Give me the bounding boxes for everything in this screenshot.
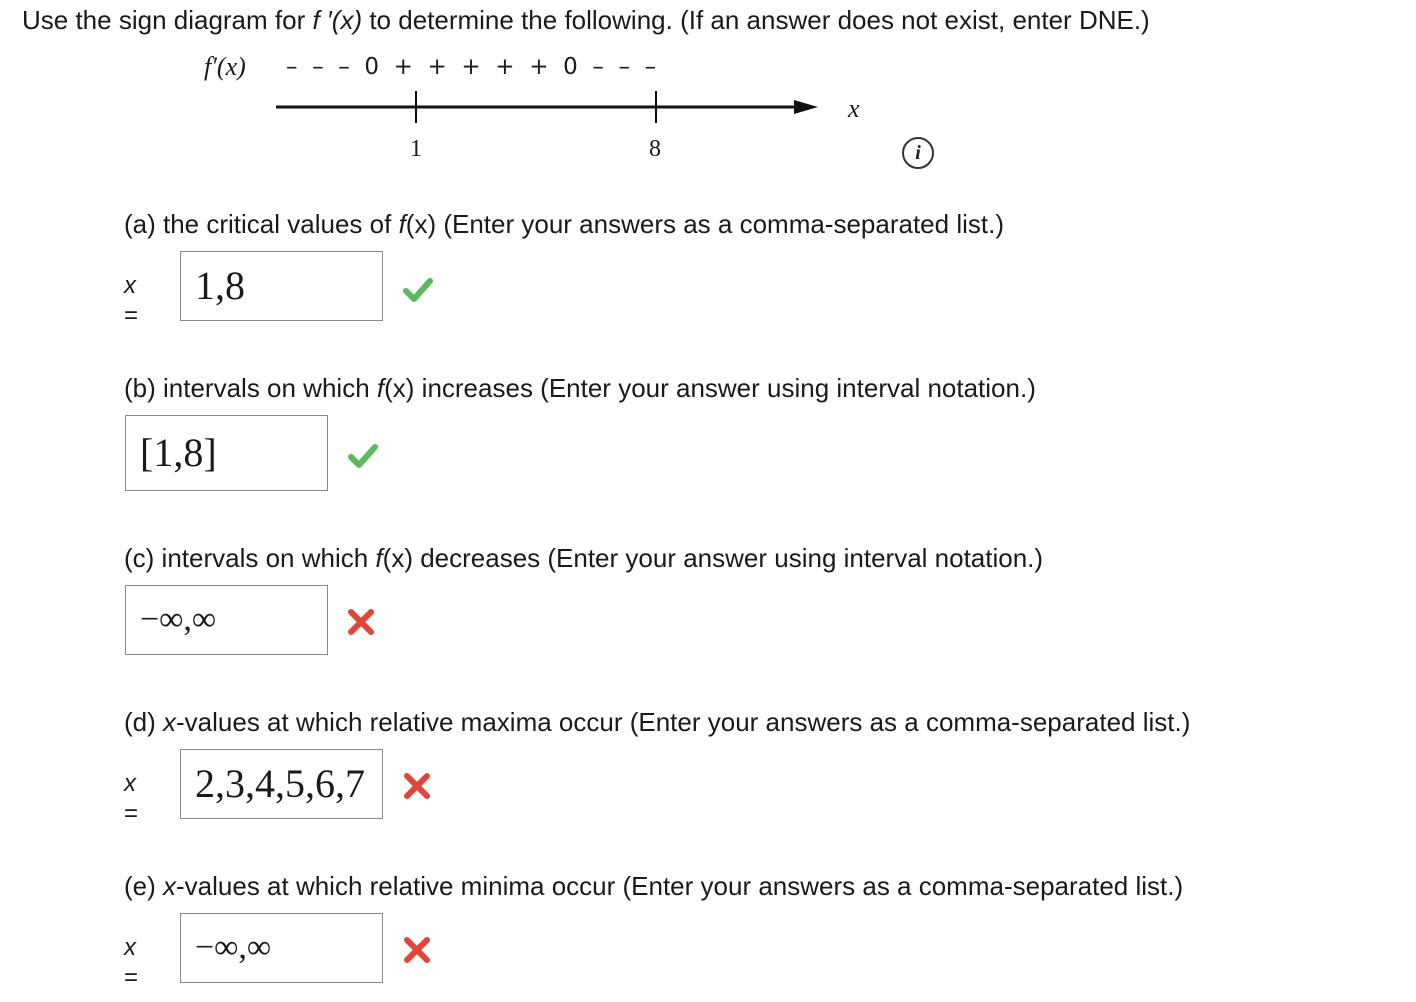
question-c: (c) intervals on which f(x) decreases (Enter your answer using interval notation.) — [124, 543, 1044, 573]
question-d: (d) x-values at which relative maxima occur (Enter your answers as a comma-separated list.) — [124, 707, 1191, 737]
check-icon — [348, 441, 378, 471]
equals-label-d: x = — [124, 770, 139, 827]
equals-label-e: x = — [124, 934, 139, 991]
cross-icon — [402, 771, 432, 801]
instruction-prefix: Use the sign diagram for — [22, 5, 313, 35]
axis-variable: x — [848, 94, 860, 123]
cross-icon — [346, 607, 376, 637]
answer-input-a[interactable]: 1,8 — [180, 251, 383, 321]
instruction-func: f ′(x) — [312, 5, 363, 35]
equals-label-a: x = — [124, 272, 139, 329]
tick-label-1: 1 — [410, 136, 422, 162]
sign-sequence: – – – 0 + + + + + 0 – – – — [286, 54, 657, 80]
sign-diagram — [190, 46, 921, 186]
info-icon[interactable]: i — [902, 137, 934, 169]
instruction-suffix: to determine the following. (If an answer does not exist, enter DNE.) — [362, 5, 1150, 35]
answer-input-d[interactable]: 2,3,4,5,6,7 — [180, 749, 383, 819]
fprime-label: f′(x) — [204, 52, 246, 81]
question-a: (a) the critical values of f(x) (Enter your answers as a comma-separated list.) — [124, 209, 1004, 239]
instruction-text — [22, 4, 1150, 36]
question-b: (b) intervals on which f(x) increases (Enter your answer using interval notation.) — [124, 373, 1036, 403]
answer-input-b[interactable]: [1,8] — [125, 415, 328, 491]
question-e: (e) x-values at which relative minima occur (Enter your answers as a comma-separated list.) — [124, 871, 1184, 901]
answer-input-e[interactable]: −∞,∞ — [180, 913, 383, 983]
cross-icon — [402, 935, 432, 965]
number-line — [190, 46, 910, 186]
check-icon — [403, 275, 433, 305]
tick-label-8: 8 — [649, 136, 661, 162]
axis-arrow — [794, 100, 818, 114]
answer-input-c[interactable]: −∞,∞ — [125, 585, 328, 655]
